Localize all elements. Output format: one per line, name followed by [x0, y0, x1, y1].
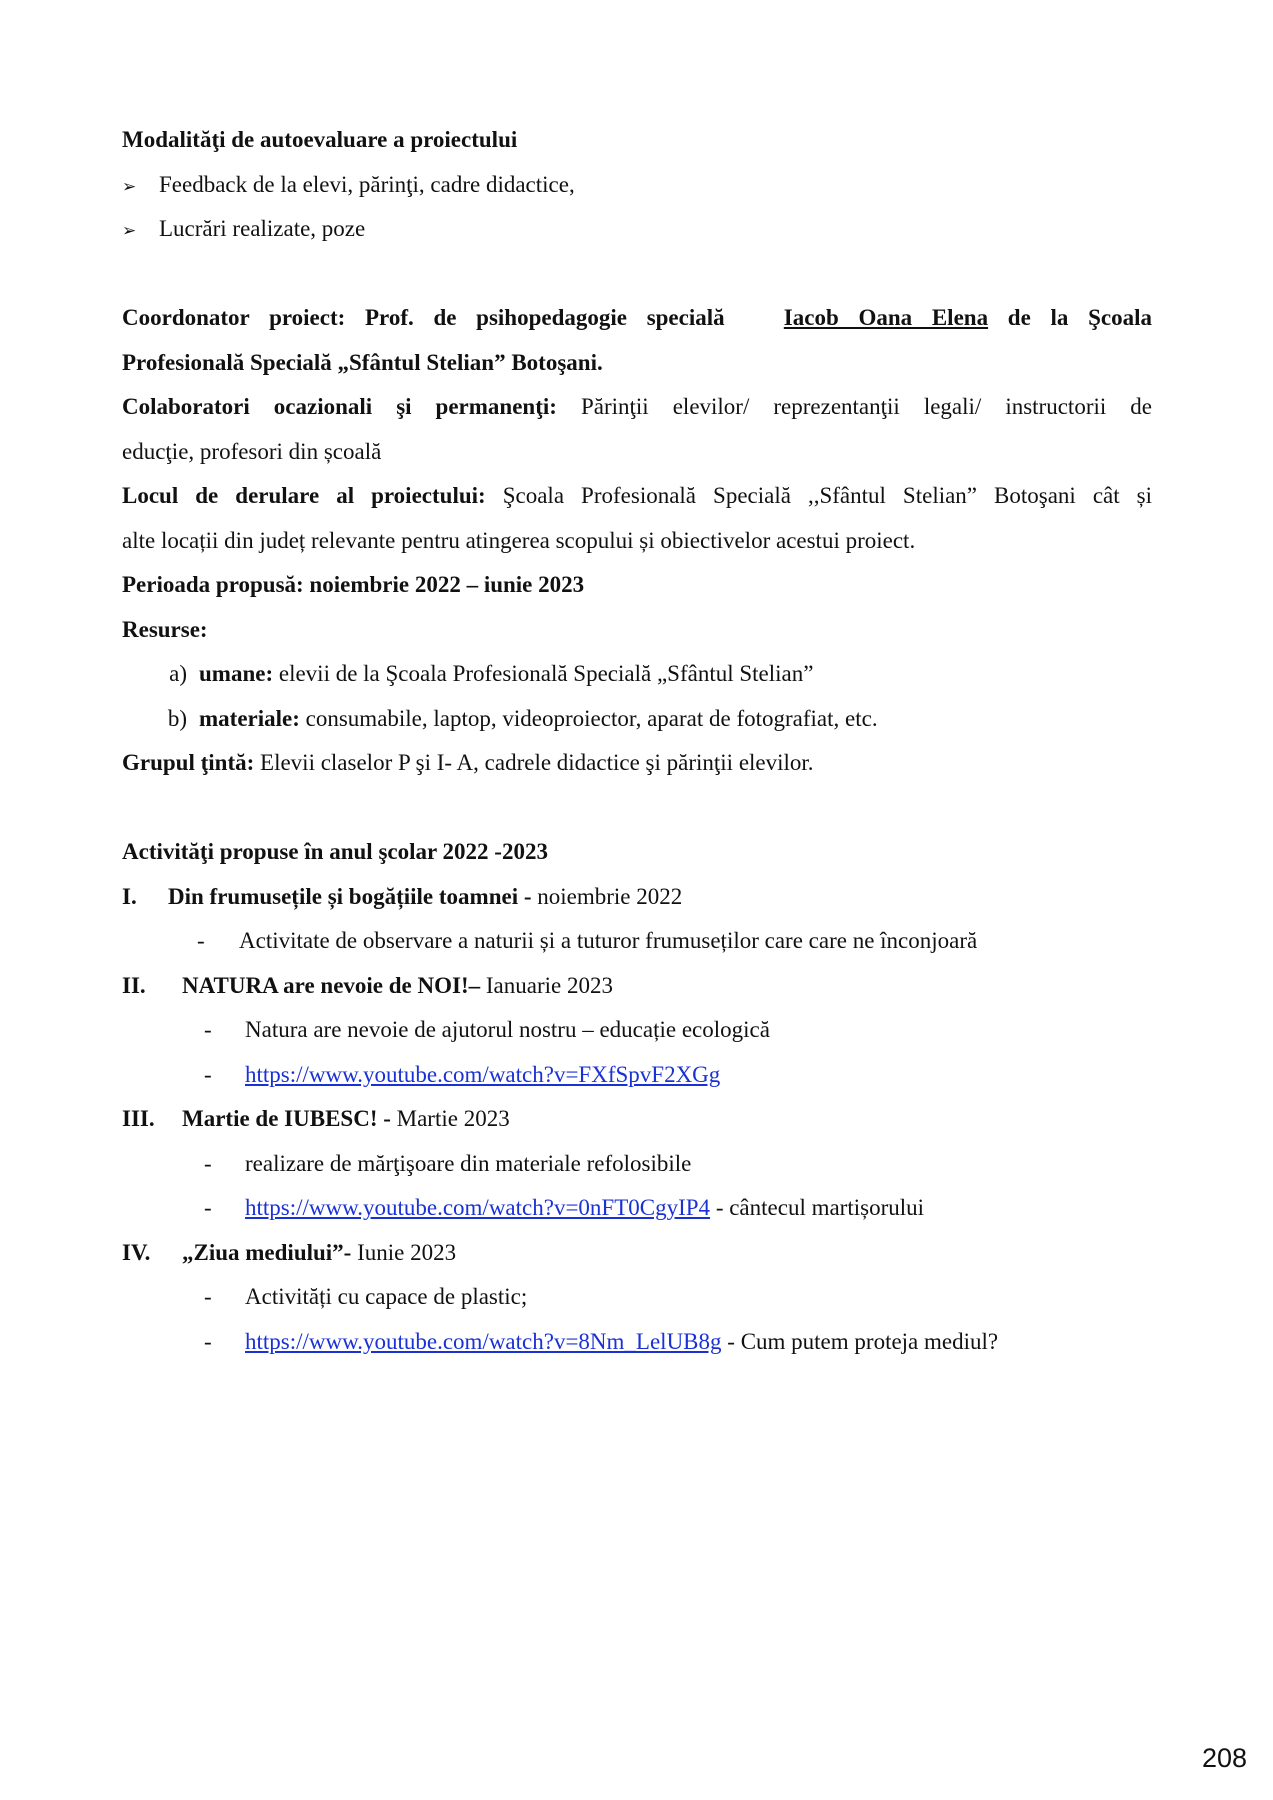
- activity-item: - realizare de mărţişoare din materiale refolosibile: [204, 1150, 692, 1176]
- eval-item: ➢ Feedback de la elevi, părinţi, cadre didactice,: [122, 163, 1152, 208]
- location-line: Locul de derulare al proiectului: Şcoala Profesională Specială ,,Sfântul Stelian” Botoşani cât și: [122, 483, 1153, 508]
- page-number: 208: [1201, 1743, 1247, 1773]
- period-line: Perioada propusă: noiembrie 2022 – iunie 2023: [122, 572, 585, 597]
- activity-section-title: III. Martie de IUBESC! - Martie 2023: [122, 1106, 510, 1131]
- activities-heading: Activităţi propuse în anul şcolar 2022 -2023: [122, 839, 548, 864]
- youtube-link[interactable]: https://www.youtube.com/watch?v=FXfSpvF2XGg: [245, 1061, 721, 1087]
- activity-section-title: IV. „Ziua mediului”- Iunie 2023: [122, 1239, 457, 1265]
- collaborators-line-2: educţie, profesori din școală: [122, 438, 382, 464]
- coordinator-line-2: Profesională Specială „Sfântul Stelian” Botoşani.: [122, 349, 603, 375]
- activity-item: - Activitate de observare a naturii și a tuturor frumuseților care care ne înconjoară: [197, 928, 978, 953]
- coordinator-name: Iacob Oana Elena: [783, 305, 989, 330]
- youtube-link[interactable]: https://www.youtube.com/watch?v=0nFT0CgyIP4: [245, 1195, 711, 1220]
- arrowhead-bullet-icon: ➢: [122, 221, 137, 241]
- activity-item: - https://www.youtube.com/watch?v=8Nm_LelUB8g - Cum putem proteja mediul?: [204, 1328, 999, 1354]
- eval-heading: Modalităţi de autoevaluare a proiectului: [122, 127, 518, 152]
- location-line-2: alte locații din județ relevante pentru atingerea scopului și obiectivelor acestui proiect.: [122, 527, 916, 553]
- resources-heading: Resurse:: [122, 616, 208, 642]
- activity-item: - Activități cu capace de plastic;: [204, 1284, 528, 1309]
- activity-item: - https://www.youtube.com/watch?v=0nFT0CgyIP4 - cântecul martișorului: [204, 1195, 925, 1220]
- youtube-link[interactable]: https://www.youtube.com/watch?v=8Nm_LelUB8g: [245, 1328, 722, 1354]
- activity-item: - https://www.youtube.com/watch?v=FXfSpvF2XGg: [204, 1061, 721, 1087]
- eval-item: ➢ Lucrări realizate, poze: [122, 207, 1152, 252]
- target-group-line: Grupul ţintă: Elevii claselor P şi I- A, cadrele didactice şi părinţii elevilor.: [122, 750, 814, 775]
- resource-item: b) materiale: consumabile, laptop, videoproiector, aparat de fotografiat, etc.: [167, 705, 878, 731]
- activity-section-title: II. NATURA are nevoie de NOI!– Ianuarie 2023: [122, 972, 613, 998]
- collaborators-line: Colaboratori ocazionali şi permanenţi: Părinţii elevilor/ reprezentanţii legali/ instructorii de: [122, 394, 1152, 419]
- activity-section-title: I. Din frumusețile și bogățiile toamnei - noiembrie 2022: [122, 883, 683, 909]
- document-page: [122, 118, 1152, 1364]
- arrowhead-bullet-icon: ➢: [122, 176, 137, 197]
- activity-item: - Natura are nevoie de ajutorul nostru – educație ecologică: [204, 1017, 770, 1042]
- resource-item: a) umane: elevii de la Şcoala Profesională Specială „Sfântul Stelian”: [169, 661, 814, 686]
- coordinator-line: Coordonator proiect: Prof. de psihopedagogie specială Iacob Oana Elena de la Şcoala: [122, 305, 1153, 330]
